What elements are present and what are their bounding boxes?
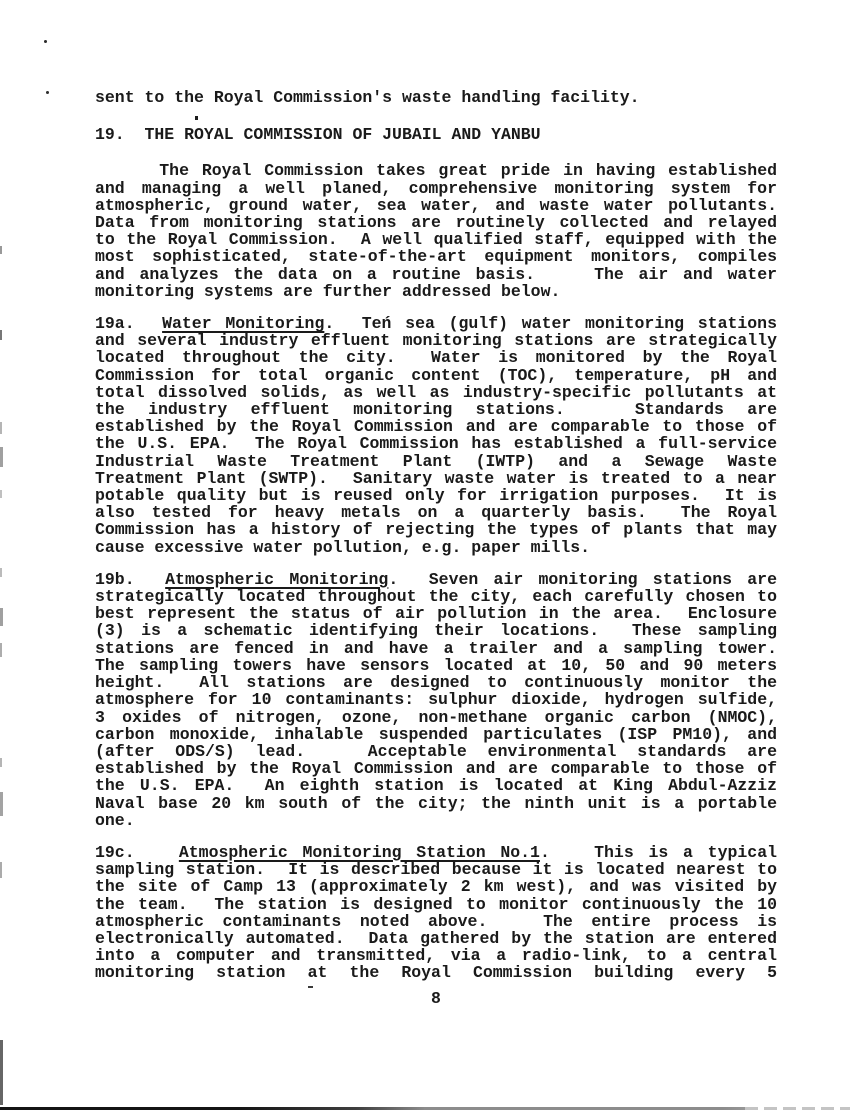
document-page [95,89,777,997]
scan-artifact-edge-mark [0,608,3,626]
text-line [95,418,777,435]
text-segment: 19c. [95,842,179,862]
text-line [95,913,777,930]
text-line [95,947,777,964]
text-segment: monitoring systems are further addressed below. [95,281,561,301]
text-segment: the team. The station is designed to monitor continuously the 10 [95,894,777,914]
text-line [95,367,777,384]
text-line [95,384,777,401]
text-segment: (after ODS/S) lead. Acceptable environmental standards are [95,741,777,761]
underlined-section-title: Atmospheric Monitoring [165,569,389,589]
scan-artifact-edge-mark [0,1040,3,1105]
text-segment: carbon monoxide, inhalable suspended particulates (ISP PM10), and [95,724,777,744]
text-line [95,487,777,504]
section-19-heading-block [95,126,777,143]
text-segment: and managing a well planed, comprehensive monitoring system for [95,178,777,198]
text-line [95,622,777,639]
page-bottom-edge-line [0,1107,850,1110]
text-segment: strategically located throughout the city, each carefully chosen to [95,587,777,607]
text-line [95,605,777,622]
text-line [95,691,777,708]
text-line [95,180,777,197]
text-line [95,214,777,231]
text-segment: stations are fenced in and have a trailer and a sampling tower. [95,638,777,658]
text-segment: most sophisticated, state-of-the-art equipment monitors, compiles [95,247,777,267]
text-line [95,777,777,794]
text-segment: established by the Royal Commission and are comparable to those of [95,417,777,437]
text-line [95,470,777,487]
text-segment: the U.S. EPA. The Royal Commission has established a full-service [95,434,777,454]
text-segment: and several industry effluent monitoring stations are strategically [95,331,777,351]
text-line [95,248,777,265]
text-segment: to the Royal Commission. A well qualified staff, equipped with the [95,230,777,250]
text-segment: the industry effluent monitoring stations. Standards are [95,400,777,420]
text-segment: atmospheric contaminants noted above. The entire process is [95,911,777,931]
text-line [95,930,777,947]
text-segment: The Royal Commission takes great pride in having established [95,161,777,181]
text-segment: total dissolved solids, as well as industry-specific pollutants at [95,382,777,402]
scan-artifact-edge-mark [0,568,2,577]
text-line [95,197,777,214]
scan-artifact-edge-mark [0,862,2,878]
text-line [95,588,777,605]
text-line [95,760,777,777]
text-segment: sampling station. It is described because it is located nearest to [95,860,777,880]
text-line [95,453,777,470]
text-segment: Treatment Plant (SWTP). Sanitary waste water is treated to a near [95,468,777,488]
section-19c-atmospheric-monitoring-station-no1 [95,844,777,982]
text-segment: . This is a typical [539,842,777,862]
text-line [95,571,777,588]
scan-artifact-edge-mark [0,422,2,434]
scan-artifact-edge-mark [0,246,2,254]
text-line [95,674,777,691]
text-line [95,504,777,521]
section-19a-water-monitoring [95,315,777,556]
section-19b-atmospheric-monitoring [95,571,777,829]
underlined-section-title: Water Monitoring [162,314,325,334]
text-segment: located throughout the city. Water is monitored by the Royal [95,348,777,368]
text-line [95,283,777,300]
scan-artifact-edge-mark [0,330,2,340]
text-line [95,964,777,981]
text-segment: monitoring station at the Royal Commission building every 5 [95,963,777,983]
text-segment: Industrial Waste Treatment Plant (IWTP) and a Sewage Waste [95,451,777,471]
text-line [95,743,777,760]
text-segment: Data from monitoring stations are routinely collected and relayed [95,213,777,233]
opening-line: sent to the Royal Commission's waste handling facility. [95,88,640,107]
text-segment: 19b. [95,569,166,589]
text-segment: the site of Camp 13 (approximately 2 km west), and was visited by [95,877,777,897]
text-segment: . Seven air monitoring stations are [388,569,777,589]
text-line [95,315,777,332]
text-line [95,640,777,657]
text-segment: . Teń sea (gulf) water monitoring stations [324,314,777,334]
text-line [95,812,777,829]
text-segment: established by the Royal Commission and are comparable to those of [95,759,777,779]
text-segment: and analyzes the data on a routine basis. The air and water [95,264,777,284]
scan-artifact-dot [46,91,49,94]
text-line [95,162,777,179]
page-number: 8 [431,989,441,1008]
text-line [95,539,777,556]
text-segment: 19a. [95,314,163,334]
scan-artifact-edge-mark [0,447,3,467]
text-line [95,266,777,283]
text-segment: one. [95,810,135,830]
text-line [95,349,777,366]
text-segment: the U.S. EPA. An eighth station is located at King Abdul-Azziz [95,776,777,796]
scan-artifact-edge-mark [0,490,2,498]
scan-artifact-edge-mark [0,643,2,657]
text-segment: The sampling towers have sensors located at 10, 50 and 90 meters [95,655,777,675]
scan-artifact-dot [195,116,198,120]
text-line [95,878,777,895]
text-segment: also tested for heavy metals on a quarterly basis. The Royal [95,503,777,523]
text-line [95,795,777,812]
text-segment: Naval base 20 km south of the city; the ninth unit is a portable [95,793,777,813]
scan-artifact-dot [44,40,47,43]
text-line [95,401,777,418]
scan-artifact-dash [308,986,313,988]
text-line [95,896,777,913]
text-segment: into a computer and transmitted, via a radio-link, to a central [95,946,777,966]
text-segment: cause excessive water pollution, e.g. paper mills. [95,537,591,557]
scan-artifact-edge-mark [0,758,2,767]
text-line [95,231,777,248]
text-line [95,435,777,452]
text-line [95,332,777,349]
text-line [95,844,777,861]
text-segment: atmosphere for 10 contaminants: sulphur dioxide, hydrogen sulfide, [95,690,777,710]
text-line [95,521,777,538]
text-segment: height. All stations are designed to continuously monitor the [95,673,777,693]
text-segment: Commission has a history of rejecting the types of plants that may [95,520,777,540]
text-segment: 3 oxides of nitrogen, ozone, non-methane organic carbon (NMOC), [95,707,777,727]
text-line [95,726,777,743]
text-line [95,709,777,726]
text-line [95,861,777,878]
opening-paragraph [95,89,777,106]
scan-artifact-edge-mark [0,792,3,816]
text-segment: Commission for total organic content (TOC), temperature, pH and [95,365,777,385]
text-segment: electronically automated. Data gathered by the station are entered [95,928,777,948]
text-segment: (3) is a schematic identifying their locations. These sampling [95,621,777,641]
section-19-intro [95,162,777,300]
underlined-section-title: Atmospheric Monitoring Station No.1 [178,842,540,862]
text-segment: potable quality but is reused only for irrigation purposes. It is [95,486,777,506]
text-segment: best represent the status of air pollution in the area. Enclosure [95,604,777,624]
page-bottom-edge-dashes [745,1107,850,1110]
section-19-heading: 19. THE ROYAL COMMISSION OF JUBAIL AND YANBU [95,124,541,144]
text-segment: atmospheric, ground water, sea water, and waste water pollutants. [95,195,777,215]
text-line [95,657,777,674]
